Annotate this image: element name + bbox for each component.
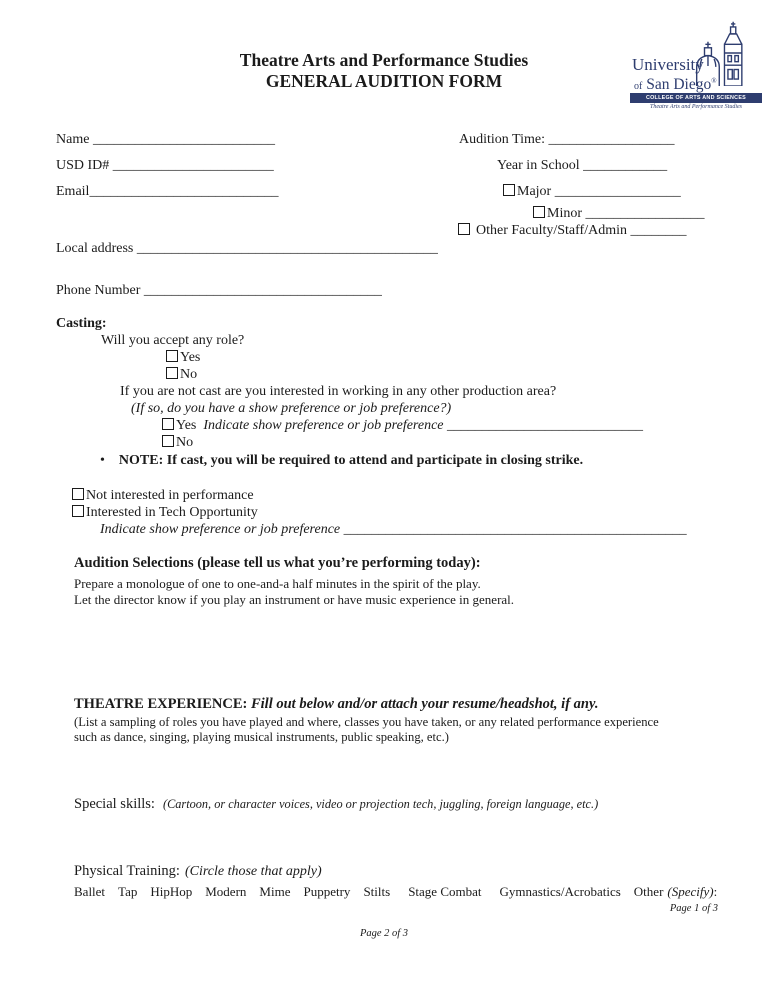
- option-other-label[interactable]: Other: [633, 884, 664, 899]
- other-production-hint: (If so, do you have a show preference or job preference?): [131, 401, 452, 416]
- experience-description-line2: such as dance, singing, playing musical instruments, public speaking, etc.): [74, 730, 449, 744]
- phone-blank[interactable]: __________________________________: [140, 283, 382, 298]
- accept-role-no-label: No: [180, 367, 198, 382]
- tech-opportunity-checkbox-icon[interactable]: [72, 505, 84, 517]
- option-puppetry[interactable]: Puppetry: [303, 884, 351, 899]
- major-field-row: [503, 183, 681, 200]
- production-no-label: No: [176, 435, 194, 450]
- year-in-school-field-row: [497, 157, 667, 174]
- usd-id-field-row: [56, 157, 274, 174]
- special-skills-hint: (Cartoon, or character voices, video or projection tech, juggling, foreign language, etc.): [162, 797, 599, 811]
- production-no-checkbox-icon[interactable]: [162, 435, 174, 447]
- option-other-colon: :: [713, 884, 718, 899]
- option-gymnastics[interactable]: Gymnastics/Acrobatics: [499, 884, 621, 899]
- usd-id-label: USD ID#: [56, 158, 110, 173]
- theatre-experience-heading: [74, 696, 599, 713]
- not-interested-row: [72, 487, 254, 504]
- logo-college-banner: COLLEGE OF ARTS AND SCIENCES: [630, 93, 762, 103]
- option-modern[interactable]: Modern: [205, 884, 247, 899]
- logo-university-text: University: [632, 55, 704, 74]
- production-yes-label: Yes: [176, 418, 197, 433]
- indicate-preference-label: Indicate show preference or job preference: [100, 522, 341, 537]
- option-stilts[interactable]: Stilts: [363, 884, 391, 899]
- music-instruction: Let the director know if you play an instrument or have music experience in general.: [74, 592, 515, 607]
- accept-role-yes-label: Yes: [180, 350, 201, 365]
- physical-training-hint: (Circle those that apply): [184, 864, 322, 879]
- special-skills-label: Special skills:: [74, 796, 155, 812]
- option-tap[interactable]: Tap: [118, 884, 138, 899]
- option-mime[interactable]: Mime: [259, 884, 291, 899]
- accept-any-role-question: Will you accept any role?: [101, 333, 245, 348]
- logo-sandiego-word: San Diego: [646, 76, 712, 94]
- name-label: Name: [56, 132, 90, 147]
- minor-checkbox-icon[interactable]: [533, 206, 545, 218]
- production-no-row: [162, 434, 193, 451]
- accept-role-no-row: [166, 366, 197, 383]
- minor-blank[interactable]: _________________: [582, 206, 705, 221]
- experience-description-line1: (List a sampling of roles you have played and where, classes you have taken, or any related performance experience: [74, 715, 659, 729]
- phone-field-row: [56, 282, 382, 299]
- production-yes-row: [162, 417, 643, 434]
- usd-logo: [630, 20, 762, 118]
- local-address-label: Local address: [56, 241, 134, 256]
- accept-role-yes-row: [166, 349, 200, 366]
- closing-strike-note: NOTE: If cast, you will be required to attend and participate in closing strike.: [118, 453, 584, 468]
- form-title-line2: GENERAL AUDITION FORM: [265, 71, 503, 91]
- option-stage-combat[interactable]: Stage Combat: [408, 884, 482, 899]
- minor-field-row: [533, 205, 705, 222]
- accept-role-yes-checkbox-icon[interactable]: [166, 350, 178, 362]
- not-interested-label: Not interested in performance: [86, 488, 254, 503]
- physical-training-options-row: [74, 883, 717, 900]
- logo-san-diego-text: [634, 73, 717, 95]
- not-interested-checkbox-icon[interactable]: [72, 488, 84, 500]
- registered-mark: ®: [711, 77, 717, 85]
- indicate-preference-row: [100, 521, 687, 538]
- year-in-school-blank[interactable]: ____________: [579, 158, 668, 173]
- other-production-question: If you are not cast are you interested in working in any other production area?: [120, 384, 557, 399]
- major-label: Major: [517, 184, 552, 199]
- option-other-specify-hint: (Specify): [667, 884, 714, 899]
- other-faculty-field-row: [458, 222, 687, 239]
- accept-role-no-checkbox-icon[interactable]: [166, 367, 178, 379]
- logo-department-text: Theatre Arts and Performance Studies: [650, 104, 742, 110]
- physical-training-row: [74, 863, 322, 880]
- page-1-footer: Page 1 of 3: [669, 903, 718, 914]
- closing-strike-note-row: [100, 452, 583, 469]
- physical-training-label: Physical Training:: [74, 863, 180, 879]
- indicate-preference-blank[interactable]: _________________________________________________: [340, 522, 687, 537]
- local-address-blank[interactable]: ___________________________________________: [133, 241, 438, 256]
- email-field-row: [56, 183, 278, 200]
- option-hiphop[interactable]: HipHop: [150, 884, 193, 899]
- other-faculty-label: Other Faculty/Staff/Admin: [476, 223, 627, 238]
- form-title-line1: Theatre Arts and Performance Studies: [239, 50, 529, 70]
- minor-label: Minor: [547, 206, 582, 221]
- name-blank[interactable]: __________________________: [89, 132, 275, 147]
- audition-selections-heading: Audition Selections (please tell us what you’re performing today):: [74, 555, 481, 571]
- phone-label: Phone Number: [56, 283, 141, 298]
- casting-heading: Casting:: [56, 316, 107, 331]
- major-blank[interactable]: __________________: [551, 184, 681, 199]
- special-skills-row: [74, 796, 598, 813]
- year-in-school-label: Year in School: [497, 158, 580, 173]
- bullet-icon: •: [100, 453, 105, 468]
- tech-opportunity-row: [72, 504, 258, 521]
- major-checkbox-icon[interactable]: [503, 184, 515, 196]
- email-label: Email: [56, 184, 90, 199]
- local-address-field-row: [56, 240, 438, 257]
- theatre-experience-label: THEATRE EXPERIENCE:: [74, 696, 248, 712]
- audition-time-blank[interactable]: __________________: [544, 132, 675, 147]
- theatre-experience-subtitle: Fill out below and/or attach your resume/headshot, if any.: [247, 696, 599, 712]
- other-faculty-blank[interactable]: ________: [627, 223, 687, 238]
- production-yes-hint: Indicate show preference or job preference: [203, 418, 444, 433]
- option-ballet[interactable]: Ballet: [74, 884, 106, 899]
- production-yes-blank[interactable]: ____________________________: [443, 418, 644, 433]
- production-yes-checkbox-icon[interactable]: [162, 418, 174, 430]
- monologue-instruction: Prepare a monologue of one to one-and-a half minutes in the spirit of the play.: [74, 576, 481, 591]
- page-2-footer: Page 2 of 3: [359, 928, 409, 939]
- audition-time-label: Audition Time:: [459, 132, 545, 147]
- email-blank[interactable]: ___________________________: [89, 184, 279, 199]
- name-field-row: [56, 131, 275, 148]
- audition-time-field-row: [459, 131, 674, 148]
- tech-opportunity-label: Interested in Tech Opportunity: [86, 505, 258, 520]
- usd-id-blank[interactable]: _______________________: [109, 158, 274, 173]
- logo-of-text: of: [634, 81, 643, 93]
- other-faculty-checkbox-icon[interactable]: [458, 223, 470, 235]
